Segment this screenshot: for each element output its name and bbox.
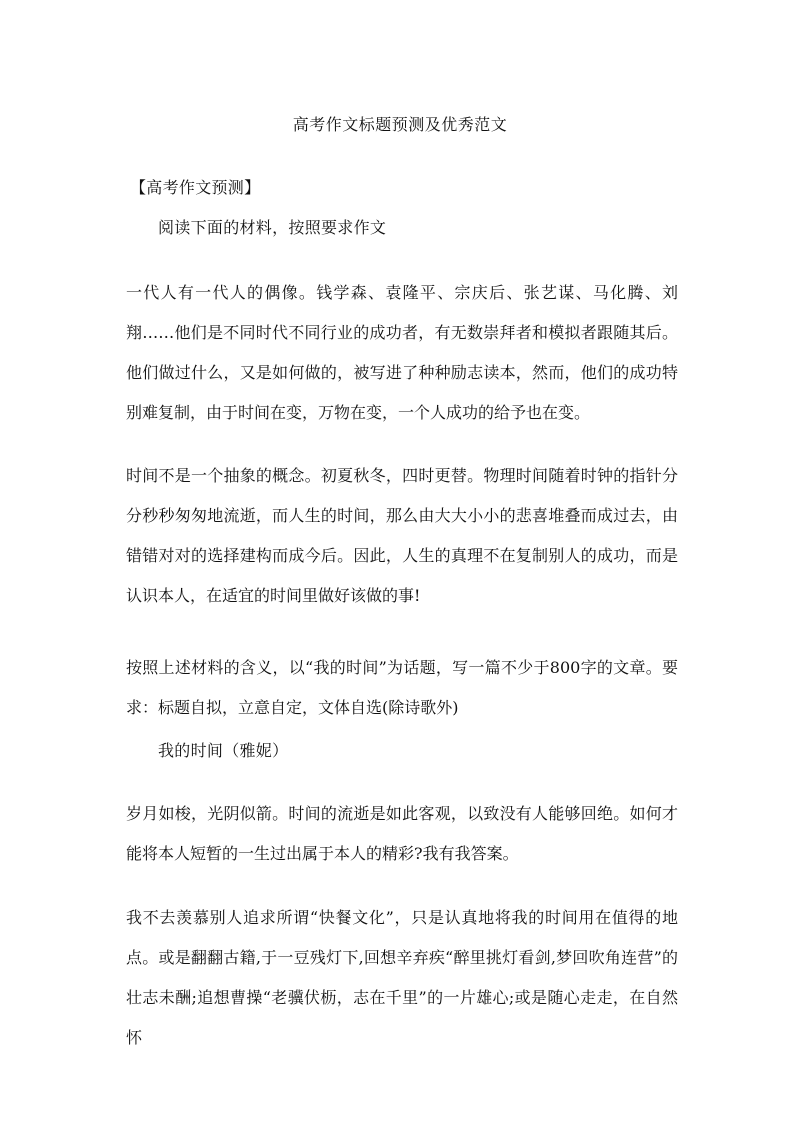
section-tag: 【高考作文预测】 — [130, 178, 261, 197]
essay-paragraph: 岁月如梭，光阴似箭。时间的流逝是如此客观，以致没有人能够回绝。如何才能将本人短暂的一生过出属于本人的精彩?我有我答案。 — [126, 804, 678, 863]
requirement-paragraph: 按照上述材料的含义，以“我的时间”为话题，写一篇不少于800字的文章。要求：标题自拟，立意自定，文体自选(除诗歌外) — [126, 658, 678, 717]
essay-title: 我的时间（雅妮） — [158, 741, 289, 760]
essay-paragraph: 我不去羡慕别人追求所谓“快餐文化”，只是认真地将我的时间用在值得的地点。或是翻翻古籍,于一豆残灯下,回想辛弃疾“醉里挑灯看剑,梦回吹角连营”的壮志未酬;追想曹操“老骥伏枥，志在千里”的一片雄心;或是随心走走，在自然怀 — [126, 908, 678, 1047]
material-paragraph: 时间不是一个抽象的概念。初夏秋冬，四时更替。物理时间随着时钟的指针分分秒秒匆匆地流逝，而人生的时间，那么由大大小小的悲喜堆叠而成过去，由错错对对的选择建构而成今后。因此，人生的真理不在复制别人的成功，而是认识本人，在适宜的时间里做好该做的事! — [126, 466, 678, 605]
document-title: 高考作文标题预测及优秀范文 — [292, 115, 508, 134]
instruction-line: 阅读下面的材料，按照要求作文 — [158, 218, 387, 237]
material-paragraph: 一代人有一代人的偶像。钱学森、袁隆平、宗庆后、张艺谋、马化腾、刘翔……他们是不同时代不同行业的成功者，有无数崇拜者和模拟者跟随其后。他们做过什么，又是如何做的，被写进了种种励志读本，然而，他们的成功特别难复制，由于时间在变，万物在变，一个人成功的给予也在变。 — [126, 283, 678, 422]
